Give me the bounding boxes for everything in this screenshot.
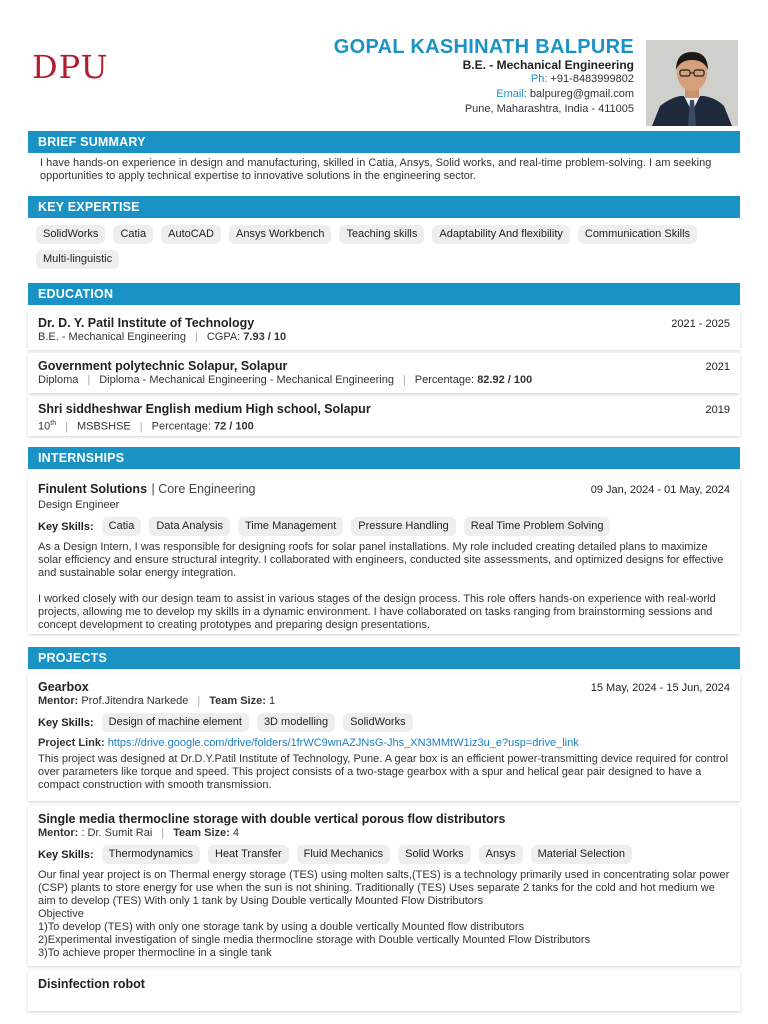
dpu-logo: DPU <box>32 48 109 86</box>
project-title: Gearbox <box>38 680 89 694</box>
project-meta: Mentor: : Dr. Sumit Rai | Team Size: 4 <box>38 827 239 839</box>
skill-tag: Ansys <box>479 845 523 864</box>
email-value[interactable]: balpureg@gmail.com <box>529 88 634 100</box>
institute-name: Shri siddheshwar English medium High school, Solapur <box>38 402 371 416</box>
email-label: Email: <box>496 88 527 100</box>
expertise-tag: AutoCAD <box>161 225 221 244</box>
expertise-tag: Multi-linguistic <box>36 250 119 269</box>
project-title: Disinfection robot <box>38 977 145 991</box>
skill-tag: 3D modelling <box>257 713 335 732</box>
skill-tag: Time Management <box>238 517 343 536</box>
skill-tag: Thermodynamics <box>102 845 200 864</box>
project-description: Our final year project is on Thermal energy storage (TES) using molten salts,(TES) is a technology primarily used in concentrating solar power (CSP) plants to store energy for use when the sun is not shining. Traditionally (TES) Uses separate 2 tanks for the cold and hot medium we aim to develop (TES) With only 1 tank by Using Double vertically Mounted Flow Distributors Objective 1)To develop (TES) with only one storage tank by using a double vertically Mounted flow distributors 2)Experimental investigation of single media thermocline storage with Double vertically Mounted Flow Distributors 3)To achieve proper thermocline in a single tank <box>38 869 730 959</box>
internship-description-2: I worked closely with our design team to assist in various stages of the design process. This role offers hands-on experience with real-world projects, allowing me to develop my skills in a dynamic environment. I have collaborated on tasks ranging from brainstorming sessions and concept development to creating prototypes and preparing design presentations. <box>38 593 716 631</box>
internship-role: Design Engineer <box>38 499 120 511</box>
header-info <box>334 36 634 117</box>
project-item <box>28 806 740 966</box>
project-title: Single media thermocline storage with double vertical porous flow distributors <box>38 812 506 826</box>
internship-date: 09 Jan, 2024 - 01 May, 2024 <box>590 484 730 496</box>
section-brief-summary: BRIEF SUMMARY <box>28 131 740 153</box>
internship-item <box>28 474 740 634</box>
phone-value: +91-8483999802 <box>550 73 634 85</box>
expertise-tags <box>28 225 740 269</box>
education-item <box>28 353 740 393</box>
candidate-degree: B.E. - Mechanical Engineering <box>462 58 634 72</box>
skill-tag: Data Analysis <box>149 517 230 536</box>
expertise-tag: SolidWorks <box>36 225 105 244</box>
project-date: 15 May, 2024 - 15 Jun, 2024 <box>590 682 730 694</box>
section-internships: INTERNSHIPS <box>28 447 740 469</box>
project-description: This project was designed at Dr.D.Y.Patil Institute of Technology, Pune. A gear box is an efficient power-transmitting device required for control over parameters like torque and speed. This project consists of a two-stage gearbox with a spur and helical gear pair designed to have a compact construction with smooth transmission. <box>38 753 729 791</box>
expertise-tag: Communication Skills <box>578 225 697 244</box>
phone-line <box>334 72 634 87</box>
summary-text: I have hands-on experience in design and manufacturing, skilled in Catia, Ansys, Solid works, and real-time problem-solving. I am seeking opportunities to apply technical expertise to innovative solutions in the engineering sector. <box>40 157 712 182</box>
company-name: Finulent Solutions <box>38 482 148 496</box>
profile-photo <box>646 40 738 126</box>
profile-photo-image <box>646 40 738 126</box>
email-line <box>334 87 634 102</box>
internship-description-1: As a Design Intern, I was responsible for designing roofs for solar panel installations. My role included creating detailed plans to maximize solar efficiency and ensure structural integrity. I collaborated with engineers, conducted site assessments, and optimized designs for effective and sustainable solar energy integration. <box>38 541 724 579</box>
project-skills: Key Skills: Design of machine element 3D modelling SolidWorks <box>38 713 730 732</box>
skill-tag: Real Time Problem Solving <box>464 517 611 536</box>
expertise-tag: Teaching skills <box>339 225 424 244</box>
education-details: B.E. - Mechanical Engineering | CGPA: 7.93 / 10 <box>38 331 287 343</box>
institute-name: Government polytechnic Solapur, Solapur <box>38 359 288 373</box>
skill-tag: Material Selection <box>531 845 632 864</box>
education-details: Diploma | Diploma - Mechanical Engineering - Mechanical Engineering | Percentage: 82.92 / 100 <box>38 374 533 386</box>
candidate-name: GOPAL KASHINATH BALPURE <box>333 36 634 58</box>
education-date: 2019 <box>705 404 730 416</box>
expertise-tag: Adaptability And flexibility <box>432 225 570 244</box>
section-key-expertise: KEY EXPERTISE <box>28 196 740 218</box>
education-date: 2021 - 2025 <box>671 318 730 330</box>
expertise-tag: Catia <box>113 225 153 244</box>
project-skills: Key Skills: Thermodynamics Heat Transfer Fluid Mechanics Solid Works Ansys Material Selection <box>38 845 730 864</box>
skill-tag: Solid Works <box>398 845 470 864</box>
education-item <box>28 310 740 350</box>
section-projects: PROJECTS <box>28 647 740 669</box>
company-domain: | Core Engineering <box>151 482 256 496</box>
institute-name: Dr. D. Y. Patil Institute of Technology <box>38 316 255 330</box>
phone-label: Ph: <box>530 73 548 85</box>
skill-tag: Design of machine element <box>102 713 249 732</box>
project-meta: Mentor: Prof.Jitendra Narkede | Team Size: 1 <box>38 695 276 707</box>
skill-tag: Catia <box>102 517 142 536</box>
internship-skills: Key Skills: Catia Data Analysis Time Management Pressure Handling Real Time Problem Solving <box>38 517 730 536</box>
skill-tag: Fluid Mechanics <box>297 845 390 864</box>
education-date: 2021 <box>705 361 730 373</box>
skill-tag: Pressure Handling <box>351 517 456 536</box>
project-item <box>28 674 740 801</box>
project-item <box>28 971 740 1011</box>
education-item <box>28 396 740 436</box>
location: Pune, Maharashtra, India - 411005 <box>464 103 634 115</box>
project-link[interactable]: https://drive.google.com/drive/folders/1frWC9wnAZJNsG-Jhs_XN3MMtW1iz3u_e?usp=drive_link <box>107 737 579 749</box>
project-link-row: Project Link: https://drive.google.com/drive/folders/1frWC9wnAZJNsG-Jhs_XN3MMtW1iz3u_e?usp=drive_link <box>38 737 579 749</box>
skill-tag: Heat Transfer <box>208 845 289 864</box>
skill-tag: SolidWorks <box>343 713 412 732</box>
section-education: EDUCATION <box>28 283 740 305</box>
education-details: 10th | MSBSHSE | Percentage: 72 / 100 <box>38 420 254 433</box>
expertise-tag: Ansys Workbench <box>229 225 331 244</box>
